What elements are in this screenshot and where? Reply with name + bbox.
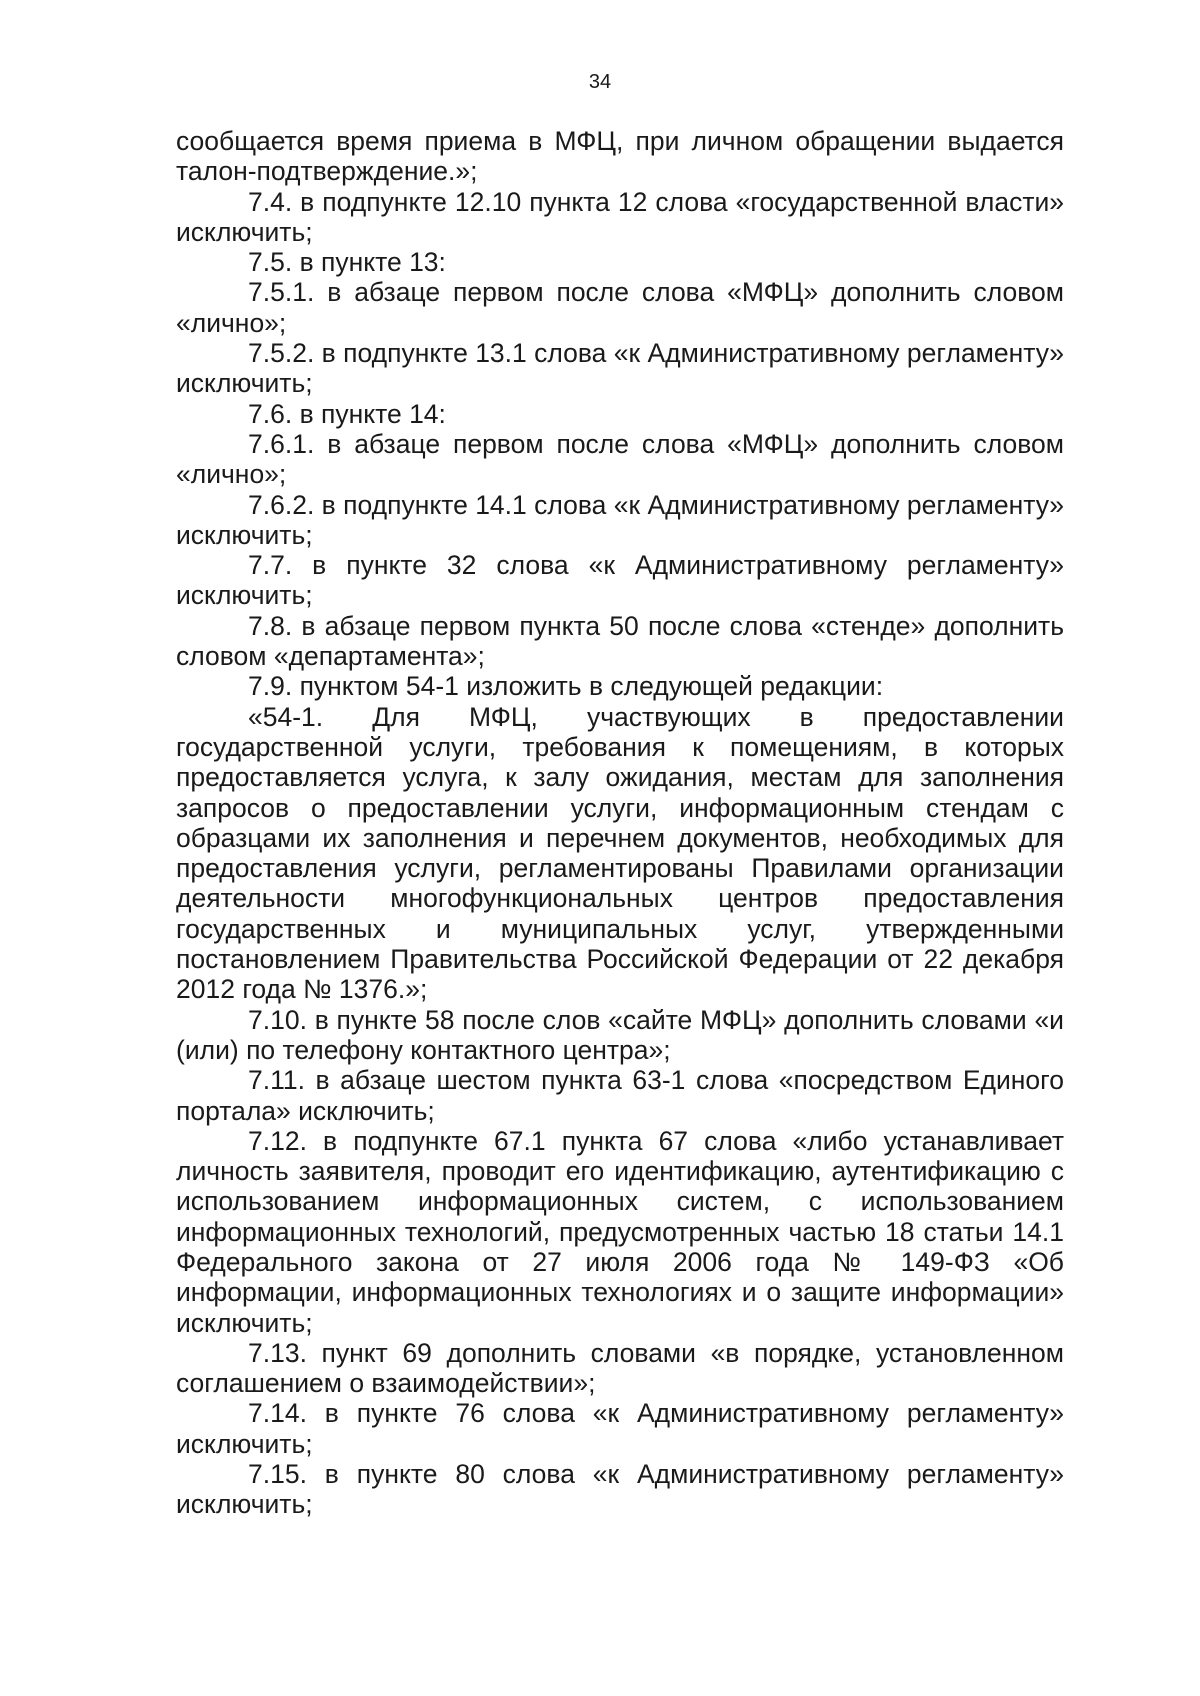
paragraph-7-9: 7.9. пунктом 54-1 изложить в следующей редакции: <box>248 671 884 702</box>
paragraph-7-14: 7.14. в пункте 76 слова «к Административному регламенту» исключить; <box>176 1398 1064 1459</box>
page-number: 34 <box>588 71 612 93</box>
paragraph-7-5-1: 7.5.1. в абзаце первом после слова «МФЦ» дополнить словом «лично»; <box>176 277 1064 338</box>
paragraph-7-13: 7.13. пункт 69 дополнить словами «в порядке, установленном соглашением о взаимодействии»; <box>176 1337 1064 1399</box>
paragraph-54-1-quote: «54-1. Для МФЦ, участвующих в предоставлении государственной услуги, требования к помещениям, в которых предоставляется услуга, к залу ожидания, местам для заполнения запросов о предоставлении услуги, информационным стендам с образцами их заполнения и перечнем документов, необходимых для предоставления услуги, регламентированы Правилами организации деятельности многофункциональных центров предоставления государственных и муниципальных услуг, утвержденными постановлением Правительства Российской Федерации от 22 декабря 2012 года № 1376.»; <box>176 701 1064 1005</box>
paragraph-7-5-2: 7.5.2. в подпункте 13.1 слова «к Административному регламенту» исключить; <box>176 338 1064 399</box>
paragraph-7-8: 7.8. в абзаце первом пункта 50 после слова «стенде» дополнить словом «департамента»; <box>176 610 1064 672</box>
paragraph-7-7: 7.7. в пункте 32 слова «к Административному регламенту» исключить; <box>176 550 1064 611</box>
paragraph-7-6-1: 7.6.1. в абзаце первом после слова «МФЦ» дополнить словом «лично»; <box>176 428 1064 490</box>
paragraph-continuation: сообщается время приема в МФЦ, при личном обращении выдается талон-подтверждение.»; <box>176 126 1064 187</box>
paragraph-7-10: 7.10. в пункте 58 после слов «сайте МФЦ» дополнить словами «и (или) по телефону контактного центра»; <box>176 1004 1064 1065</box>
document-body <box>176 126 1064 1520</box>
paragraph-7-5: 7.5. в пункте 13: <box>248 247 446 278</box>
paragraph-7-6: 7.6. в пункте 14: <box>248 398 446 429</box>
paragraph-7-4: 7.4. в подпункте 12.10 пункта 12 слова «государственной власти» исключить; <box>176 186 1064 247</box>
paragraph-7-6-2: 7.6.2. в подпункте 14.1 слова «к Административному регламенту» исключить; <box>176 489 1064 550</box>
paragraph-7-15: 7.15. в пункте 80 слова «к Административному регламенту» исключить; <box>176 1459 1064 1520</box>
paragraph-7-11: 7.11. в абзаце шестом пункта 63-1 слова «посредством Единого портала» исключить; <box>176 1065 1064 1126</box>
paragraph-7-12: 7.12. в подпункте 67.1 пункта 67 слова «либо устанавливает личность заявителя, проводит его идентификацию, аутентификацию с использованием информационных систем, с использованием информационных технологий, предусмотренных частью 18 статьи 14.1 Федерального закона от 27 июля 2006 года № 149-ФЗ «Об информации, информационных технологиях и о защите информации» исключить; <box>176 1125 1064 1338</box>
